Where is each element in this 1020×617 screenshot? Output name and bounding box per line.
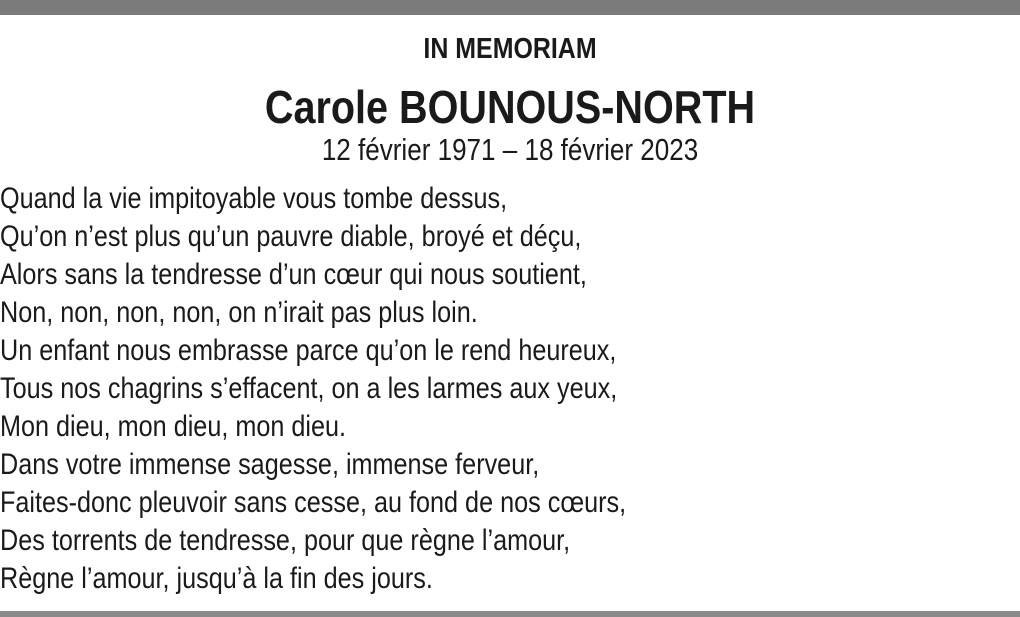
life-dates: 12 février 1971 – 18 février 2023 bbox=[321, 132, 699, 167]
deceased-name: Carole BOUNOUS-NORTH bbox=[264, 81, 756, 133]
top-border bbox=[0, 0, 1020, 15]
poem-line: Faites-donc pleuvoir sans cesse, au fond de nos cœurs, bbox=[0, 486, 627, 519]
poem-line: Tous nos chagrins s’effacent, on a les larmes aux yeux, bbox=[0, 372, 618, 405]
poem-line: Dans votre immense sagesse, immense ferveur, bbox=[0, 448, 540, 481]
poem bbox=[0, 180, 745, 598]
bottom-border bbox=[0, 611, 1020, 617]
poem-line: Alors sans la tendresse d’un cœur qui nous soutient, bbox=[0, 258, 587, 291]
poem-line: Des torrents de tendresse, pour que règne l’amour, bbox=[0, 524, 571, 557]
poem-line: Quand la vie impitoyable vous tombe dessus, bbox=[0, 182, 508, 215]
poem-line: Qu’on n’est plus qu’un pauvre diable, broyé et déçu, bbox=[0, 220, 582, 253]
poem-line: Non, non, non, non, on n’irait pas plus loin. bbox=[0, 296, 478, 329]
poem-line: Un enfant nous embrasse parce qu’on le rend heureux, bbox=[0, 334, 617, 367]
poem-line: Règne l’amour, jusqu’à la fin des jours. bbox=[0, 562, 433, 595]
poem-line: Mon dieu, mon dieu, mon dieu. bbox=[0, 410, 347, 443]
memoriam-label: IN MEMORIAM bbox=[423, 33, 597, 65]
